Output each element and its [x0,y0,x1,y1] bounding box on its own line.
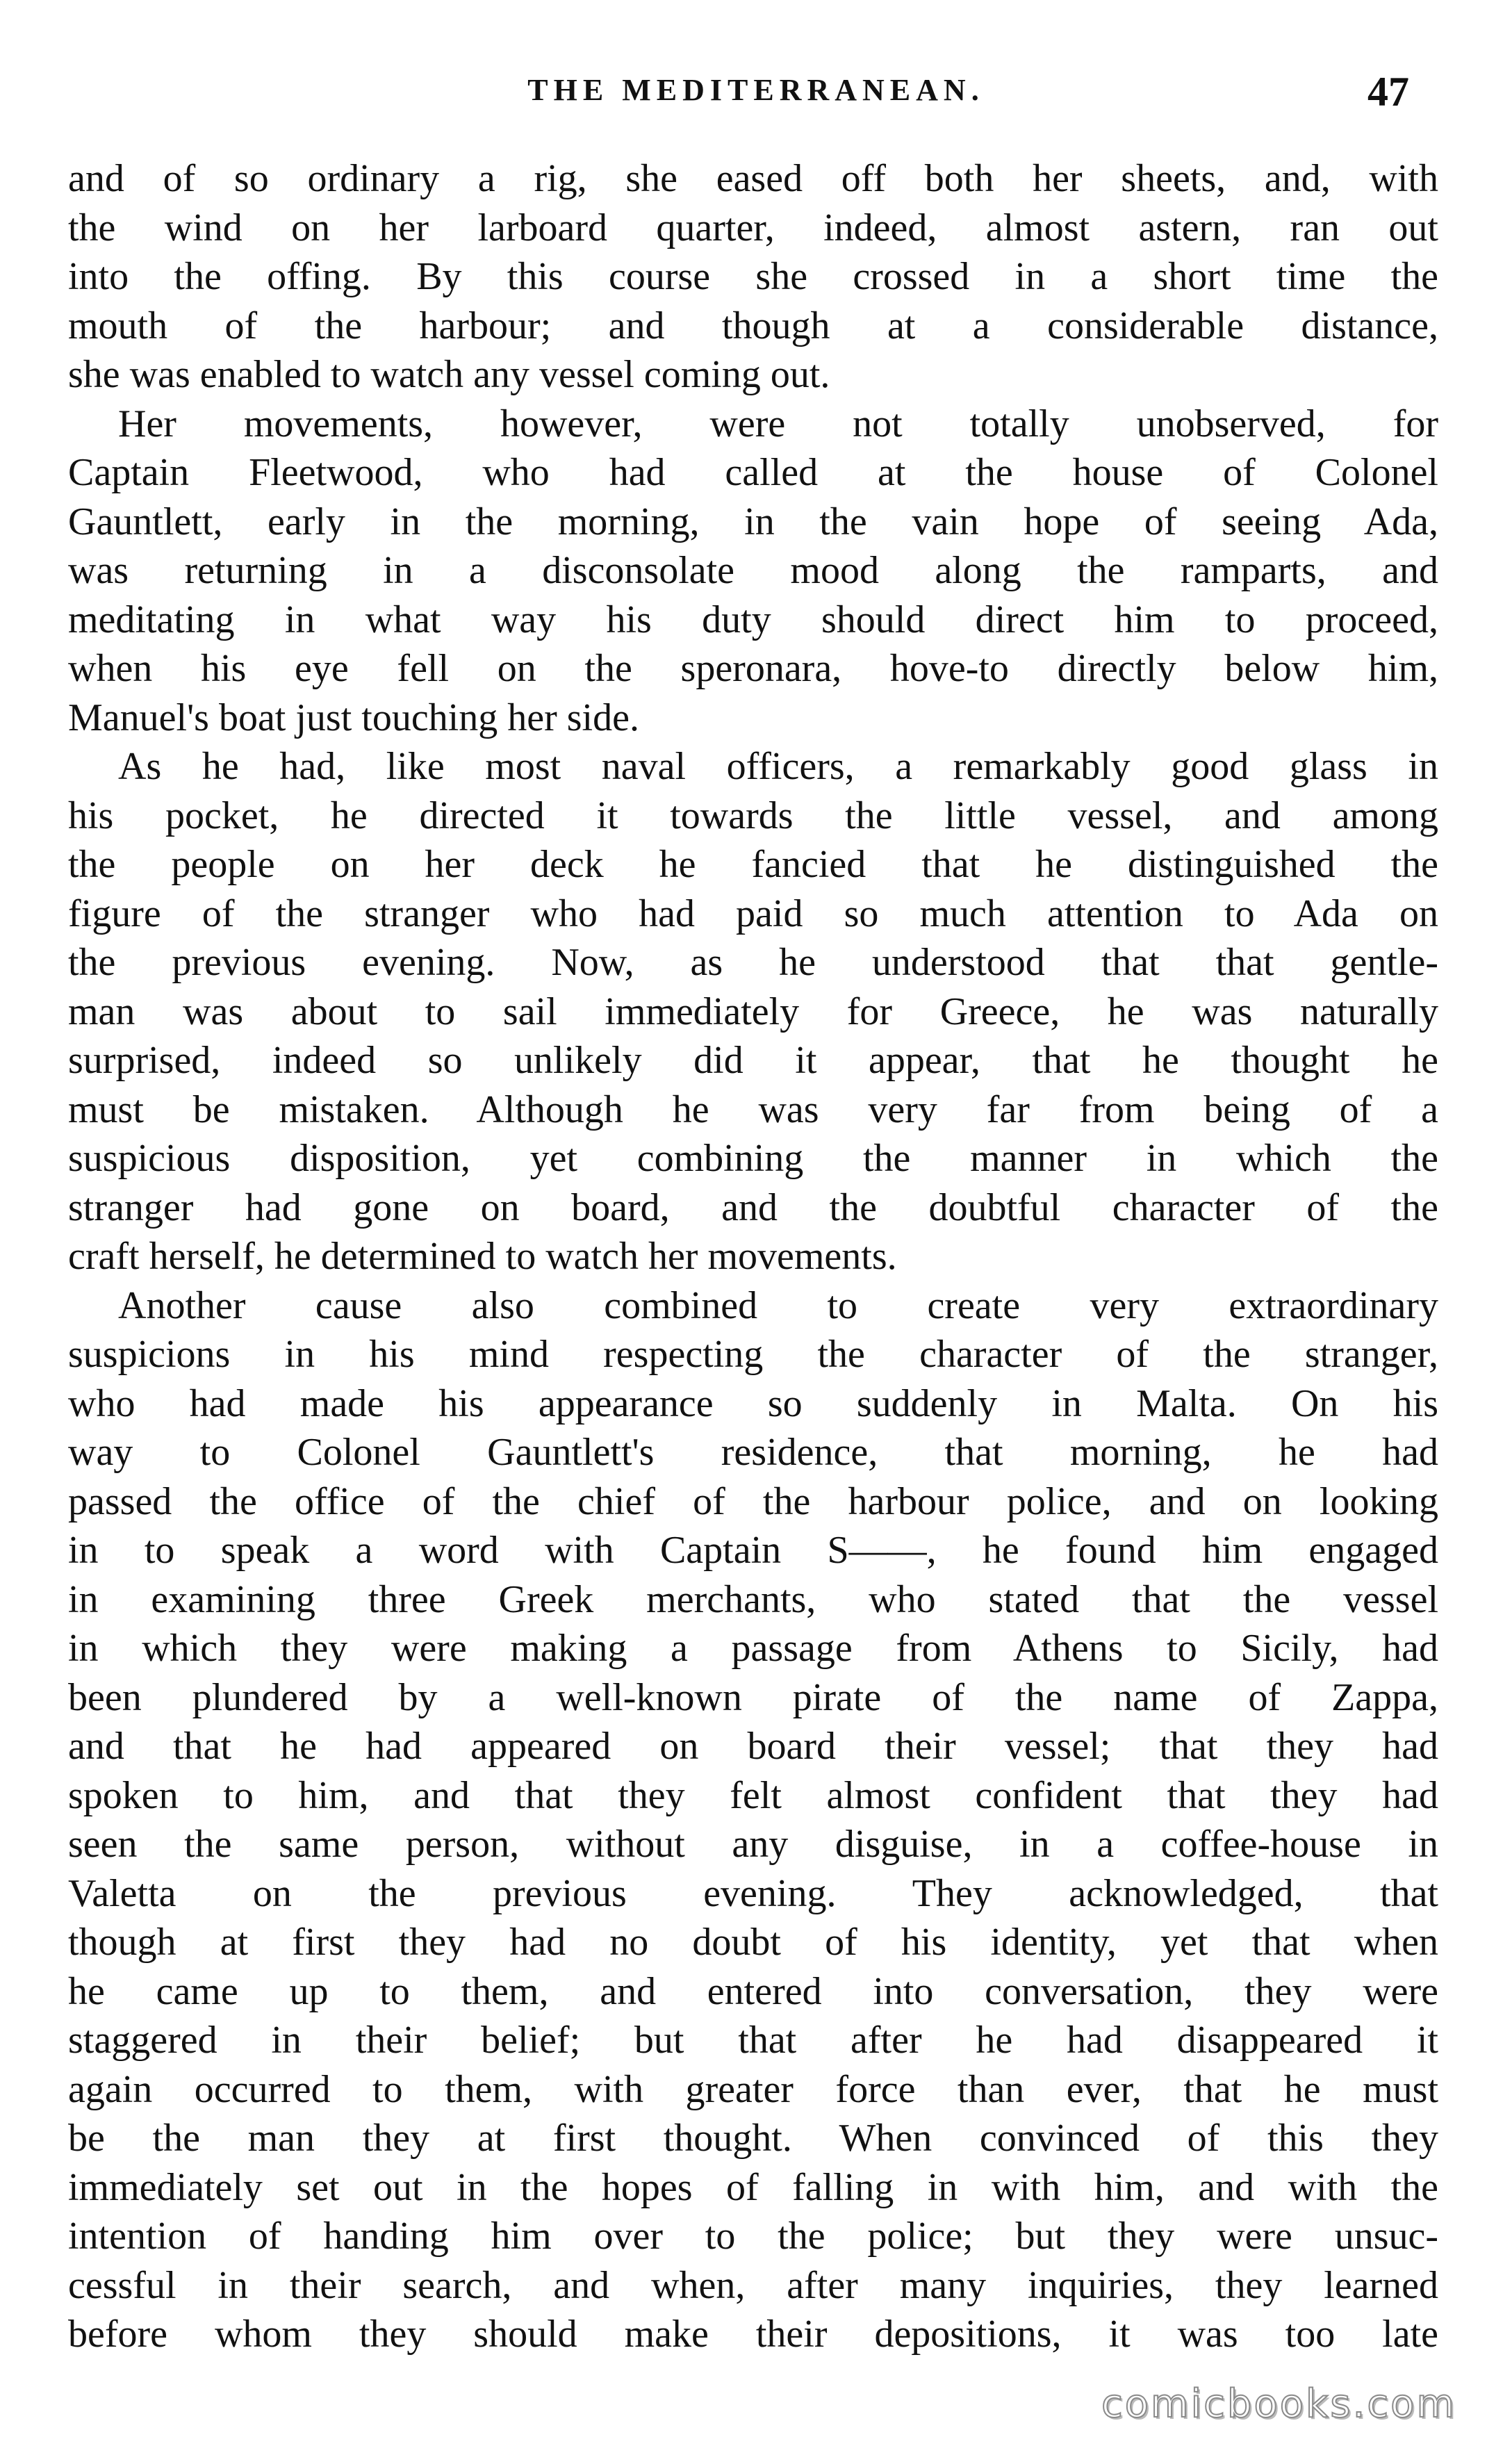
text-line: immediately set out in the hopes of falling in with him, and with the [68,2165,1438,2209]
text-line: who had made his appearance so suddenly in Malta. On his [68,1381,1438,1425]
paragraph [68,742,1438,1281]
text-line: Valetta on the previous evening. They acknowledged, that [68,1871,1438,1915]
text-line: mouth of the harbour; and though at a considerable distance, [68,304,1438,347]
text-line: intention of handing him over to the police; but they were unsuc- [68,2215,1438,2258]
text-line: into the offing. By this course she crossed in a short time the [68,255,1438,298]
watermark-logo: comicbooks.com [1101,2381,1456,2427]
text-line: spoken to him, and that they felt almost confident that they had [68,1773,1438,1817]
text-line: cessful in their search, and when, after many inquiries, they learned [68,2263,1438,2307]
text-line: surprised, indeed so unlikely did it appear, that he thought he [68,1039,1438,1082]
text-line: Her movements, however, were not totally unobserved, for [118,402,1438,445]
text-line: though at first they had no doubt of his identity, yet that when [68,1921,1438,1964]
text-line: when his eye fell on the speronara, hove-to directly below him, [68,647,1438,690]
page-number: 47 [1367,69,1409,115]
body-text [68,154,1438,2359]
text-line: meditating in what way his duty should direct him to proceed, [68,598,1438,641]
text-line: was returning in a disconsolate mood along the ramparts, and [68,549,1438,592]
text-line: and that he had appeared on board their vessel; that they had [68,1725,1438,1768]
text-line: suspicious disposition, yet combining the manner in which the [68,1137,1438,1180]
text-line: Gauntlett, early in the morning, in the vain hope of seeing Ada, [68,500,1438,543]
text-line: must be mistaken. Although he was very far from being of a [68,1087,1438,1131]
text-line: man was about to sail immediately for Greece, he was naturally [68,990,1438,1033]
text-line: she was enabled to watch any vessel coming out. [68,353,830,396]
running-title: THE MEDITERRANEAN. [527,73,985,107]
text-line: his pocket, he directed it towards the little vessel, and among [68,794,1438,837]
text-line: been plundered by a well-known pirate of the name of Zappa, [68,1675,1438,1719]
text-line: suspicions in his mind respecting the character of the stranger, [68,1333,1438,1376]
text-line: staggered in their belief; but that after he had disappeared it [68,2019,1438,2062]
text-line: As he had, like most naval officers, a remarkably good glass in [118,745,1438,788]
paragraph [68,400,1438,743]
text-line: he came up to them, and entered into conversation, they were [68,1969,1438,2013]
running-head [69,69,1443,128]
text-line: seen the same person, without any disguise, in a coffee-house in [68,1823,1438,1866]
text-line: the previous evening. Now, as he understood that that gentle- [68,941,1438,984]
text-line: figure of the stranger who had paid so much attention to Ada on [68,892,1438,935]
text-line: be the man they at first thought. When convinced of this they [68,2117,1438,2160]
text-line: in which they were making a passage from Athens to Sicily, had [68,1627,1438,1670]
text-line: before whom they should make their depositions, it was too late [68,2313,1438,2356]
text-line: way to Colonel Gauntlett's residence, that morning, he had [68,1431,1438,1474]
text-line: the wind on her larboard quarter, indeed, almost astern, ran out [68,206,1438,249]
text-line: passed the office of the chief of the harbour police, and on looking [68,1479,1438,1523]
text-line: craft herself, he determined to watch her movements. [68,1235,897,1278]
text-line: Captain Fleetwood, who had called at the house of Colonel [68,451,1438,494]
text-line: the people on her deck he fancied that he distinguished the [68,843,1438,886]
text-line: again occurred to them, with greater force than ever, that he must [68,2067,1438,2111]
text-line: Manuel's boat just touching her side. [68,696,639,739]
text-line: and of so ordinary a rig, she eased off both her sheets, and, with [68,157,1438,200]
text-line: Another cause also combined to create very extraordinary [118,1283,1438,1327]
paragraph [68,154,1438,400]
paragraph [68,1281,1438,2359]
text-line: in examining three Greek merchants, who stated that the vessel [68,1577,1438,1621]
text-line: stranger had gone on board, and the doubtful character of the [68,1185,1438,1229]
text-line: in to speak a word with Captain S——, he found him engaged [68,1529,1438,1572]
